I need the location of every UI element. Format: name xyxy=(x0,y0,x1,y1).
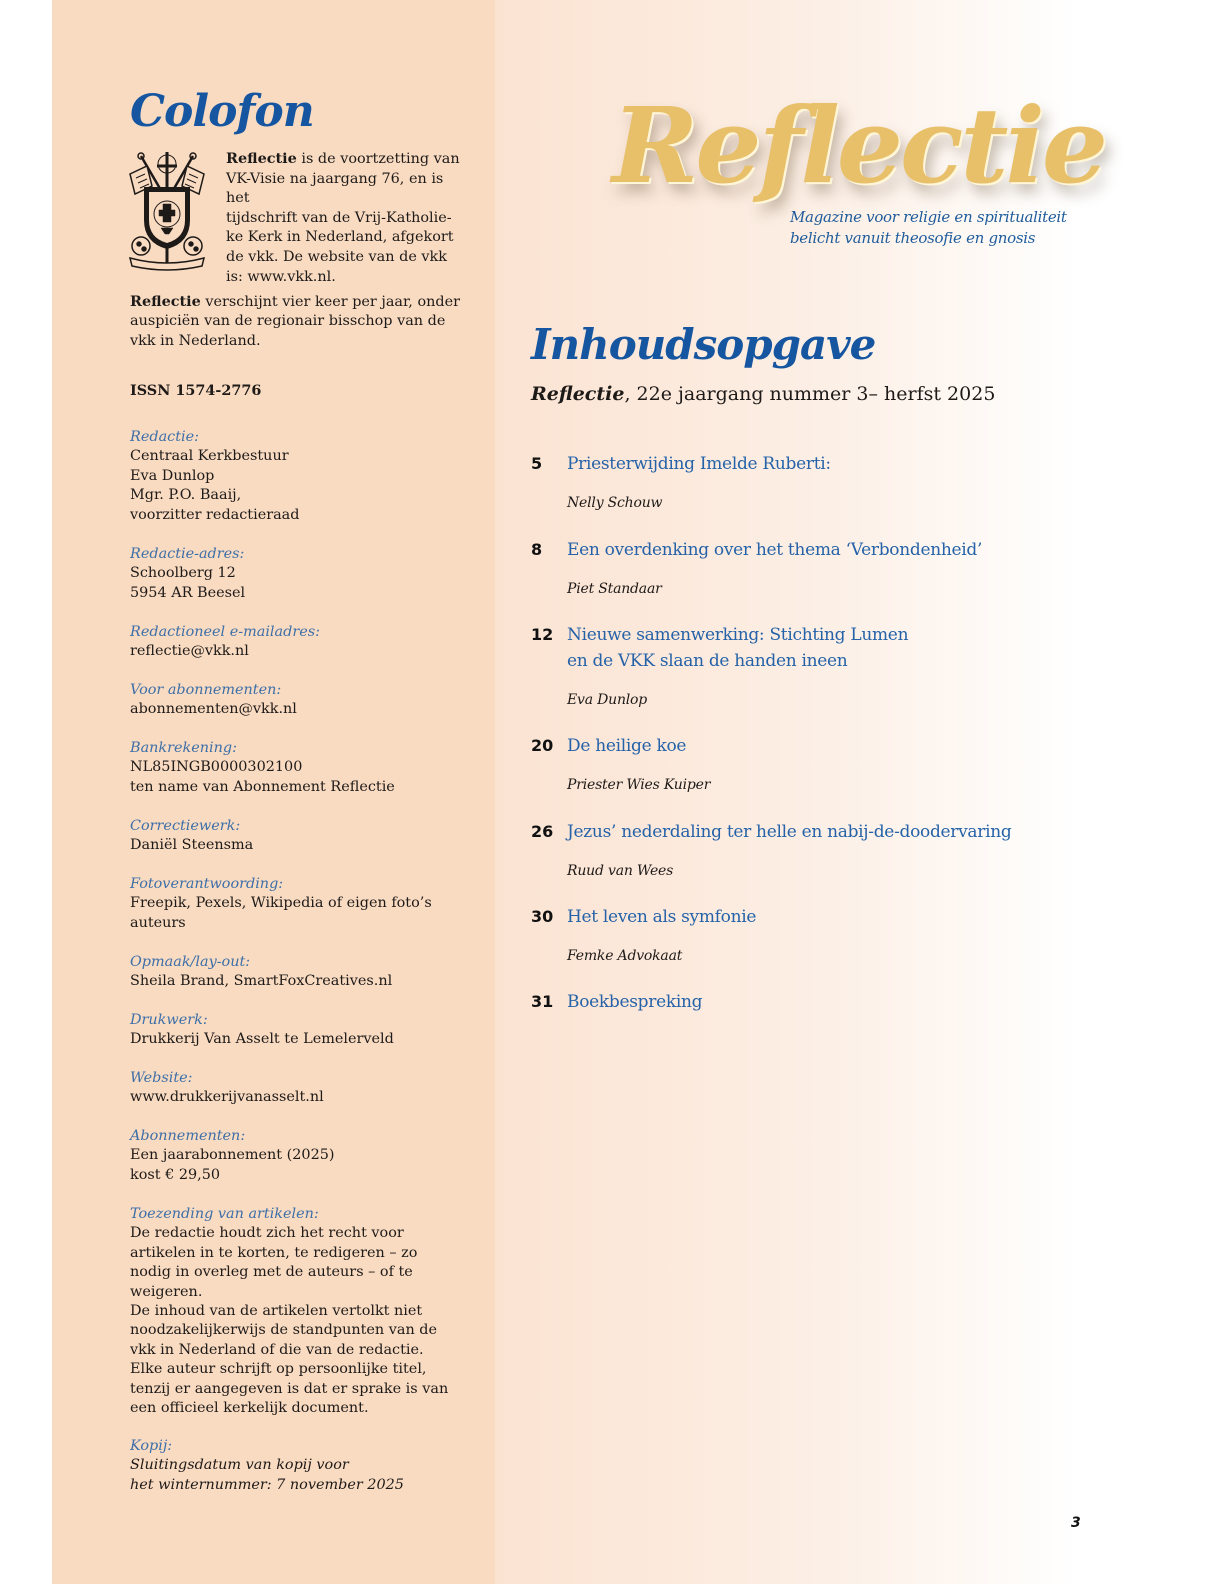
colofon-section xyxy=(130,739,470,797)
section-value: een officieel kerkelijk document. xyxy=(130,1400,369,1417)
colofon-section xyxy=(130,428,470,525)
section-value: vkk in Nederland of die van de redactie. xyxy=(130,1341,424,1358)
section-label: Drukwerk: xyxy=(130,1012,208,1028)
toc-article-title[interactable] xyxy=(567,904,756,930)
toc-article-title[interactable] xyxy=(567,989,702,1015)
toc-article-title[interactable] xyxy=(567,451,831,477)
toc-title: Inhoudsopgave xyxy=(531,320,876,369)
intro-line: is de voortzetting van xyxy=(296,151,460,167)
colofon-appears xyxy=(130,292,470,351)
colofon-section xyxy=(130,1437,470,1495)
colofon-section xyxy=(130,817,470,856)
colofon-section xyxy=(130,681,470,720)
section-value: Elke auteur schrijft op persoonlijke titel, xyxy=(130,1361,427,1378)
section-value: Een jaarabonnement (2025) xyxy=(130,1147,335,1164)
intro-bold: Reflectie xyxy=(226,150,297,167)
title-line: Nieuwe samenwerking: Stichting Lumen xyxy=(567,625,909,645)
page-number: 3 xyxy=(1071,1515,1081,1531)
section-label: Kopij: xyxy=(130,1438,173,1454)
section-value: artikelen in te korten, te redigeren – zo xyxy=(130,1244,418,1261)
toc-page-number: 5 xyxy=(531,454,543,473)
toc-page-number: 20 xyxy=(531,736,554,755)
section-value: Mgr. P.O. Baaij, xyxy=(130,487,242,504)
colofon-section xyxy=(130,875,470,933)
toc-entry[interactable] xyxy=(531,733,1051,813)
colofon-section xyxy=(130,1069,470,1108)
section-value: nodig in overleg met de auteurs – of te xyxy=(130,1264,413,1281)
toc-article-title[interactable] xyxy=(567,537,982,563)
toc-page-number: 30 xyxy=(531,907,554,926)
section-label: Voor abonnementen: xyxy=(130,682,282,698)
section-value: De redactie houdt zich het recht voor xyxy=(130,1225,404,1242)
toc-article-title[interactable] xyxy=(567,622,908,674)
section-value: tenzij er aangegeven is dat er sprake is van xyxy=(130,1380,449,1397)
colofon-section xyxy=(130,1011,470,1050)
section-label: Abonnementen: xyxy=(130,1128,246,1144)
title-line: De heilige koe xyxy=(567,736,687,756)
title-line: Boekbespreking xyxy=(567,992,703,1012)
toc-author: Priester Wies Kuiper xyxy=(567,777,711,793)
issue-rest: , 22e jaargang nummer 3– herfst 2025 xyxy=(624,383,996,405)
section-value: Drukkerij Van Asselt te Lemelerveld xyxy=(130,1031,394,1048)
issue-line xyxy=(531,383,995,405)
toc-page-number: 12 xyxy=(531,625,554,644)
section-value: Sluitingsdatum van kopij voor xyxy=(130,1457,349,1474)
toc-author: Eva Dunlop xyxy=(567,692,648,708)
title-line: Het leven als symfonie xyxy=(567,907,757,927)
section-value: weigeren. xyxy=(130,1283,203,1300)
magazine-logo xyxy=(612,84,1106,226)
toc-entry[interactable] xyxy=(531,819,1051,899)
section-value: Schoolberg 12 xyxy=(130,565,236,582)
intro-line: tijdschrift van de Vrij-Katholie- xyxy=(226,209,452,226)
section-value: ten name van Abonnement Reflectie xyxy=(130,778,395,795)
toc-entry[interactable] xyxy=(531,451,1051,531)
section-label: Redactie-adres: xyxy=(130,546,245,562)
section-label: Fotoverantwoording: xyxy=(130,876,284,892)
tagline-line-2: belicht vanuit theosofie en gnosis xyxy=(790,229,1036,247)
intro-line: VK-Visie na jaargang 76, en is het xyxy=(226,170,444,207)
intro-line: is: www.vkk.nl. xyxy=(226,268,336,285)
section-value: abonnementen@vkk.nl xyxy=(130,701,297,718)
section-value: voorzitter redactieraad xyxy=(130,506,300,523)
issue-bold: Reflectie xyxy=(531,383,625,405)
toc-author: Nelly Schouw xyxy=(567,495,663,511)
intro-line: de vkk. De website van de vkk xyxy=(226,248,447,265)
colofon-section xyxy=(130,545,470,603)
title-line: en de VKK slaan de handen ineen xyxy=(567,651,848,671)
section-value: 5954 AR Beesel xyxy=(130,584,246,601)
section-value: Freepik, Pexels, Wikipedia of eigen foto’s xyxy=(130,895,432,912)
colofon-intro xyxy=(226,149,471,287)
section-label: Toezending van artikelen: xyxy=(130,1206,319,1222)
church-coat-of-arms-icon xyxy=(127,150,207,272)
toc-entry[interactable] xyxy=(531,622,1051,708)
toc-article-title[interactable] xyxy=(567,733,686,759)
section-label: Correctiewerk: xyxy=(130,818,241,834)
section-value: noodzakelijkerwijs de standpunten van de xyxy=(130,1322,438,1339)
section-value: Daniël Steensma xyxy=(130,837,254,854)
toc-entry[interactable] xyxy=(531,904,1051,984)
section-label: Redactie: xyxy=(130,429,199,445)
logo-wordmark: Reflectie xyxy=(612,84,1106,207)
intro-line: ke Kerk in Nederland, afgekort xyxy=(226,229,454,246)
toc-page-number: 31 xyxy=(531,992,554,1011)
appears-line: verschijnt vier keer per jaar, onder xyxy=(200,294,460,310)
colofon-section xyxy=(130,623,470,662)
section-label: Bankrekening: xyxy=(130,740,237,756)
section-label: Redactioneel e-mailadres: xyxy=(130,624,320,640)
toc-article-title[interactable] xyxy=(567,819,1011,845)
colofon-section xyxy=(130,1205,470,1418)
section-value: De inhoud van de artikelen vertolkt niet xyxy=(130,1303,423,1320)
appears-bold: Reflectie xyxy=(130,293,201,310)
section-label: Website: xyxy=(130,1070,193,1086)
issn: ISSN 1574-2776 xyxy=(130,382,262,399)
section-value: NL85INGB0000302100 xyxy=(130,759,303,776)
section-value: Centraal Kerkbestuur xyxy=(130,448,289,465)
section-value: kost € 29,50 xyxy=(130,1166,221,1183)
section-value: www.drukkerijvanasselt.nl xyxy=(130,1089,324,1106)
section-value: auteurs xyxy=(130,914,186,931)
toc-page-number: 8 xyxy=(531,540,543,559)
colofon-section xyxy=(130,953,470,992)
toc-entry[interactable] xyxy=(531,537,1051,617)
title-line: Jezus’ nederdaling ter helle en nabij-de-doodervaring xyxy=(567,822,1012,842)
toc-author: Femke Advokaat xyxy=(567,948,683,964)
colofon-section xyxy=(130,1127,470,1185)
tagline-line-1: Magazine voor religie en spiritualiteit xyxy=(790,208,1067,226)
section-value: Eva Dunlop xyxy=(130,467,215,484)
section-label: Opmaak/lay-out: xyxy=(130,954,251,970)
appears-line: auspiciën van de regionair bisschop van de xyxy=(130,313,446,330)
section-value: reflectie@vkk.nl xyxy=(130,643,249,660)
toc-entry[interactable] xyxy=(531,989,1051,1069)
colofon-title: Colofon xyxy=(130,86,314,137)
toc-author: Piet Standaar xyxy=(567,581,662,597)
toc-page-number: 26 xyxy=(531,822,554,841)
title-line: Priesterwijding Imelde Ruberti: xyxy=(567,454,831,474)
toc-author: Ruud van Wees xyxy=(567,863,674,879)
section-value: Sheila Brand, SmartFoxCreatives.nl xyxy=(130,973,393,990)
logo-tagline xyxy=(790,207,1110,249)
appears-line: vkk in Nederland. xyxy=(130,332,261,349)
title-line: Een overdenking over het thema ‘Verbondenheid’ xyxy=(567,540,983,560)
section-value: het winternummer: 7 november 2025 xyxy=(130,1476,404,1493)
